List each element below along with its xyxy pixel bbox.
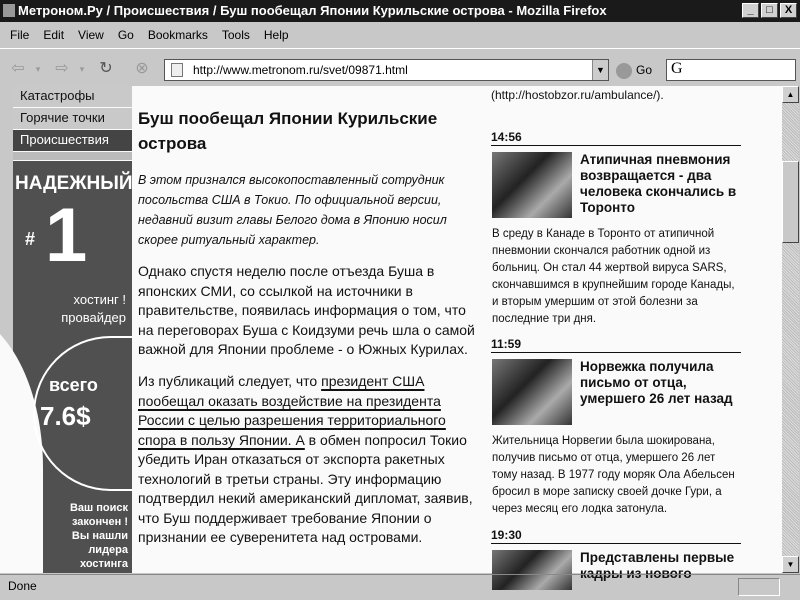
go-button[interactable] [616,59,652,81]
search-box[interactable] [666,59,796,81]
minimize-button[interactable]: _ [742,3,759,18]
tagline-line: Вы нашли [71,530,128,542]
title-bar [0,0,800,22]
news-headline[interactable]: Норвежка получила письмо от отца, умершего 26 лет назад [580,359,733,406]
banner-curve [0,311,43,573]
url-bar[interactable] [164,59,609,81]
sidebar-link-text[interactable]: (http://hostobzor.ru/ambulance/). [491,88,664,102]
nav-divider [13,152,132,160]
scroll-down-icon[interactable]: ▼ [782,556,799,573]
article-paragraph: Однако спустя неделю после отъезда Буша в японских СМИ, со ссылкой на источники в правительстве, появилась информация о том, что на переговорах Буша с Коидзуми речь шла о самой важной для Японии проблеме - о Южных Курилах. [138,263,475,357]
news-item [491,528,741,581]
article-title: Буш пообещал Японии Курильские острова [138,109,438,153]
url-text: http://www.metronom.ru/svet/09871.html [193,63,408,77]
news-item [491,130,741,325]
article-paragraph [138,372,478,548]
menu-bookmarks[interactable]: Bookmarks [147,28,208,42]
google-logo: G [671,60,683,77]
menu-help[interactable]: Help [263,28,289,42]
status-panel [738,578,780,596]
go-label: Go [636,63,653,77]
nav-item-incidents[interactable]: Происшествия [13,130,132,151]
section-nav [13,86,132,161]
back-icon[interactable]: ⇦ [11,60,25,77]
tagline-line: закончен ! [71,516,128,528]
menu-file[interactable]: File [10,28,30,42]
url-dropdown-icon[interactable]: ▼ [592,60,608,80]
news-headline[interactable]: Представлены первые кадры из нового [580,550,735,581]
menu-edit[interactable]: Edit [43,28,65,42]
news-time: 11:59 [491,337,741,353]
banner-price: 7.6$ [40,401,91,431]
scroll-thumb[interactable] [782,161,799,243]
paragraph-text: Из публикаций следует, что [138,373,322,389]
banner-headline: НАДЕЖНЫЙ [15,173,133,194]
maximize-button[interactable]: □ [761,3,778,18]
news-time: 19:30 [491,528,741,544]
banner-sub-2: провайдер [61,310,126,325]
page-icon [171,63,183,77]
news-time: 14:56 [491,130,741,146]
banner-tagline [70,501,128,571]
menu-go[interactable]: Go [117,28,134,42]
tagline-line: хостинга [79,558,128,570]
banner-price-label: всего [49,375,98,395]
banner-hash: # [25,229,36,249]
underlined-text: президент США пообещал оказать воздействие на президента России с целью разрешения территориального спора в пользу Японии. А [138,373,446,448]
news-text: Жительница Норвегии была шокирована, получив письмо от отца, умершего 26 лет тому назад. В 1977 году моряк Ола Абельсен бросил в море записку своей дочке Гури, а через месяц его лодка затонула. [492,435,735,515]
news-item [491,337,741,515]
hosting-ad-banner[interactable] [13,161,132,573]
news-image[interactable] [492,152,572,218]
banner-subtitle [61,291,126,327]
tagline-line: лидера [88,544,128,556]
article-lede: В этом признался высокопоставленный сотрудник посольства США в Токио. По официальной версии, недавний визит главы Белого дома в Японию носил скорее ритуальный характер. [138,173,447,247]
window-title: Метроном.Ру / Происшествия / Буш пообещал Японии Курильские острова - Mozilla Firefox [18,3,607,18]
vertical-scrollbar[interactable] [782,86,799,573]
forward-icon[interactable]: ⇨ [55,60,69,77]
banner-sub-1: хостинг ! [73,292,126,307]
navigation-toolbar [0,48,800,86]
stop-icon[interactable]: ⊗ [135,60,149,77]
status-bar [0,574,800,600]
nav-item-hot-spots[interactable]: Горячие точки [13,108,132,129]
tagline-line: Ваш поиск [69,502,128,514]
news-headline[interactable]: Атипичная пневмония возвращается - два человека скончались в Торонто [580,152,737,215]
paragraph-text: в обмен попросил Токио убедить Иран отказаться от экспорта ракетных технологий в третьи страны. Эту информацию подтвердил некий американский дипломат, заявив, что Буш поддерживает требование Японии о признании ее суверенитета над островами. [138,431,473,545]
news-text: В среду в Канаде в Торонто от атипичной пневмонии скончался работник одной из больниц. Он стал 44 жертвой вируса SARS, скончавшимся в крупнейшим городе Канады, и вторым умершим от этой болезни за последние три дня. [492,228,735,325]
scroll-up-icon[interactable]: ▲ [782,86,799,103]
menu-bar [0,24,800,46]
firefox-icon [3,4,15,17]
go-arrow-icon [616,63,632,79]
back-dropdown-icon[interactable]: ▾ [35,64,41,74]
forward-dropdown-icon[interactable]: ▾ [79,64,85,74]
news-image[interactable] [492,359,572,425]
menu-view[interactable]: View [78,28,104,42]
reload-icon[interactable]: ↻ [99,60,113,77]
page-content [0,86,782,581]
close-button[interactable]: X [780,3,797,18]
banner-number: 1 [45,193,88,278]
menu-tools[interactable]: Tools [221,28,250,42]
status-text: Done [8,579,37,593]
nav-item-catastrophes[interactable]: Катастрофы [13,86,132,107]
